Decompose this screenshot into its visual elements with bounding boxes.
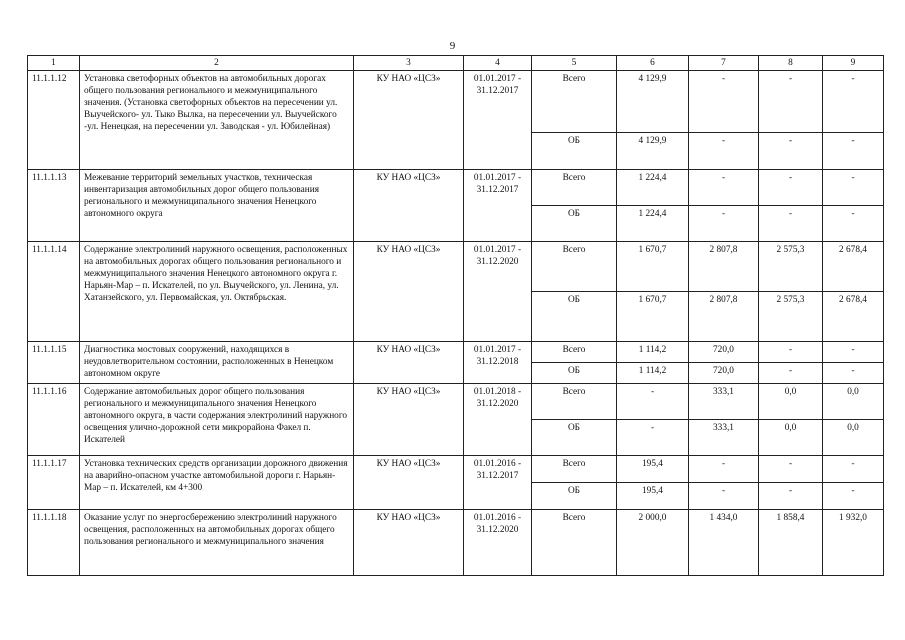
- header-col-8: 8: [759, 56, 823, 71]
- header-col-4: 4: [464, 56, 532, 71]
- value-col-9: -: [823, 483, 884, 510]
- row-code: 11.1.1.14: [28, 242, 80, 342]
- value-col-6: 4 129,9: [617, 71, 689, 133]
- row-executor: КУ НАО «ЦСЗ»: [354, 170, 464, 242]
- row-period: 01.01.2017 - 31.12.2017: [464, 71, 532, 170]
- funding-source: Всего: [532, 170, 617, 206]
- value-col-9: -: [823, 342, 884, 363]
- funding-source: ОБ: [532, 133, 617, 170]
- header-col-3: 3: [354, 56, 464, 71]
- value-col-7: 2 807,8: [689, 242, 759, 292]
- header-col-6: 6: [617, 56, 689, 71]
- value-col-9: -: [823, 363, 884, 384]
- funding-source: ОБ: [532, 292, 617, 342]
- row-period: 01.01.2017 - 31.12.2018: [464, 342, 532, 384]
- header-col-7: 7: [689, 56, 759, 71]
- table-row: [28, 456, 884, 483]
- value-col-6: 195,4: [617, 456, 689, 483]
- value-col-9: -: [823, 206, 884, 242]
- value-col-8: 0,0: [759, 420, 823, 456]
- value-col-8: -: [759, 342, 823, 363]
- row-code: 11.1.1.17: [28, 456, 80, 510]
- value-col-6: 1 224,4: [617, 170, 689, 206]
- row-code: 11.1.1.13: [28, 170, 80, 242]
- value-col-8: -: [759, 363, 823, 384]
- row-description: Оказание услуг по энергосбережению электролиний наружного освещения, расположенных на автомобильных дорогах общего пользования регионального и межмуниципального значения: [80, 510, 354, 576]
- row-period: 01.01.2016 - 31.12.2020: [464, 510, 532, 576]
- header-col-9: 9: [823, 56, 884, 71]
- funding-source: ОБ: [532, 363, 617, 384]
- value-col-7: -: [689, 206, 759, 242]
- value-col-6: 2 000,0: [617, 510, 689, 576]
- value-col-9: -: [823, 456, 884, 483]
- value-col-9: 1 932,0: [823, 510, 884, 576]
- table-row: [28, 242, 884, 292]
- value-col-7: 720,0: [689, 342, 759, 363]
- table-row: [28, 384, 884, 420]
- row-executor: КУ НАО «ЦСЗ»: [354, 342, 464, 384]
- value-col-8: -: [759, 71, 823, 133]
- value-col-8: 0,0: [759, 384, 823, 420]
- row-description: Межевание территорий земельных участков, техническая инвентаризация автомобильных дорог общего пользования регионального и межмуниципального значения Ненецкого автономного округа: [80, 170, 354, 242]
- row-description: Содержание электролиний наружного освещения, расположенных на автомобильных дорогах общего пользования регионального и межмуниципального значения Ненецкого автономного округа г. Нарьян-Мар – п. Искателей, по ул. Выучейского, ул. Ленина, ул. Хатанзейского, ул. Первомайская, ул. Октябрьская.: [80, 242, 354, 342]
- row-executor: КУ НАО «ЦСЗ»: [354, 71, 464, 170]
- value-col-8: -: [759, 206, 823, 242]
- value-col-9: 0,0: [823, 420, 884, 456]
- row-executor: КУ НАО «ЦСЗ»: [354, 242, 464, 342]
- row-period: 01.01.2016 - 31.12.2017: [464, 456, 532, 510]
- header-col-2: 2: [80, 56, 354, 71]
- table-row: [28, 342, 884, 363]
- funding-source: ОБ: [532, 483, 617, 510]
- value-col-8: -: [759, 483, 823, 510]
- row-description: Установка технических средств организации дорожного движения на аварийно-опасном участке автомобильной дороги г. Нарьян-Мар – п. Искателей, км 4+300: [80, 456, 354, 510]
- value-col-6: 1 114,2: [617, 342, 689, 363]
- row-description: Содержание автомобильных дорог общего пользования регионального и межмуниципального значения Ненецкого автономного округа, в части содержания электролиний наружного освещения улично-дорожной сети микрорайона Факел п. Искателей: [84, 387, 348, 445]
- row-code: 11.1.1.15: [28, 342, 80, 384]
- row-code: 11.1.1.18: [28, 510, 80, 576]
- row-description: Диагностика мостовых сооружений, находящихся в неудовлетворительном состоянии, расположенных в Ненецком автономном округе: [80, 342, 354, 384]
- value-col-7: -: [689, 133, 759, 170]
- funding-source: Всего: [532, 342, 617, 363]
- row-executor: КУ НАО «ЦСЗ»: [354, 456, 464, 510]
- value-col-7: 2 807,8: [689, 292, 759, 342]
- value-col-8: 2 575,3: [759, 292, 823, 342]
- budget-table: [27, 55, 884, 576]
- funding-source: ОБ: [532, 206, 617, 242]
- row-period: 01.01.2017 - 31.12.2020: [464, 242, 532, 342]
- header-row: [28, 56, 884, 71]
- funding-source: Всего: [532, 510, 617, 576]
- value-col-9: -: [823, 133, 884, 170]
- value-col-6: -: [617, 384, 689, 420]
- page-number: 9: [449, 40, 456, 52]
- row-description-cell: [80, 384, 354, 456]
- header-col-5: 5: [532, 56, 617, 71]
- value-col-8: -: [759, 133, 823, 170]
- funding-source: Всего: [532, 384, 617, 420]
- value-col-9: -: [823, 71, 884, 133]
- table-row: [28, 170, 884, 206]
- value-col-7: -: [689, 71, 759, 133]
- row-executor: КУ НАО «ЦСЗ»: [354, 510, 464, 576]
- value-col-7: 333,1: [689, 384, 759, 420]
- row-code: 11.1.1.12: [28, 71, 80, 170]
- value-col-9: -: [823, 170, 884, 206]
- value-col-6: 4 129,9: [617, 133, 689, 170]
- value-col-6: 1 224,4: [617, 206, 689, 242]
- row-executor: КУ НАО «ЦСЗ»: [354, 384, 464, 456]
- funding-source: ОБ: [532, 420, 617, 456]
- value-col-7: 720,0: [689, 363, 759, 384]
- value-col-6: 1 670,7: [617, 242, 689, 292]
- row-code: 11.1.1.16: [28, 384, 80, 456]
- value-col-6: 1 114,2: [617, 363, 689, 384]
- value-col-6: 1 670,7: [617, 292, 689, 342]
- row-description: Установка светофорных объектов на автомобильных дорогах общего пользования регионального и межмуниципального значения. (Установка светофорных объектов на пересечении ул. Выучейского- ул. Тыко Вылка, на пересечении ул. Выучейского -ул. Ненецкая, на пересечении ул. Заводская - ул. Юбилейная): [80, 71, 354, 170]
- value-col-7: -: [689, 456, 759, 483]
- table-row: [28, 71, 884, 133]
- header-col-1: 1: [28, 56, 80, 71]
- value-col-7: 1 434,0: [689, 510, 759, 576]
- value-col-8: -: [759, 456, 823, 483]
- funding-source: Всего: [532, 71, 617, 133]
- value-col-9: 2 678,4: [823, 242, 884, 292]
- value-col-8: 2 575,3: [759, 242, 823, 292]
- row-period: 01.01.2017 - 31.12.2017: [464, 170, 532, 242]
- value-col-6: 195,4: [617, 483, 689, 510]
- value-col-8: 1 858,4: [759, 510, 823, 576]
- value-col-9: 2 678,4: [823, 292, 884, 342]
- funding-source: Всего: [532, 242, 617, 292]
- value-col-9: 0,0: [823, 384, 884, 420]
- row-period: 01.01.2018 - 31.12.2020: [464, 384, 532, 456]
- value-col-8: -: [759, 170, 823, 206]
- value-col-6: -: [617, 420, 689, 456]
- value-col-7: 333,1: [689, 420, 759, 456]
- table-row: [28, 510, 884, 576]
- value-col-7: -: [689, 483, 759, 510]
- value-col-7: -: [689, 170, 759, 206]
- funding-source: Всего: [532, 456, 617, 483]
